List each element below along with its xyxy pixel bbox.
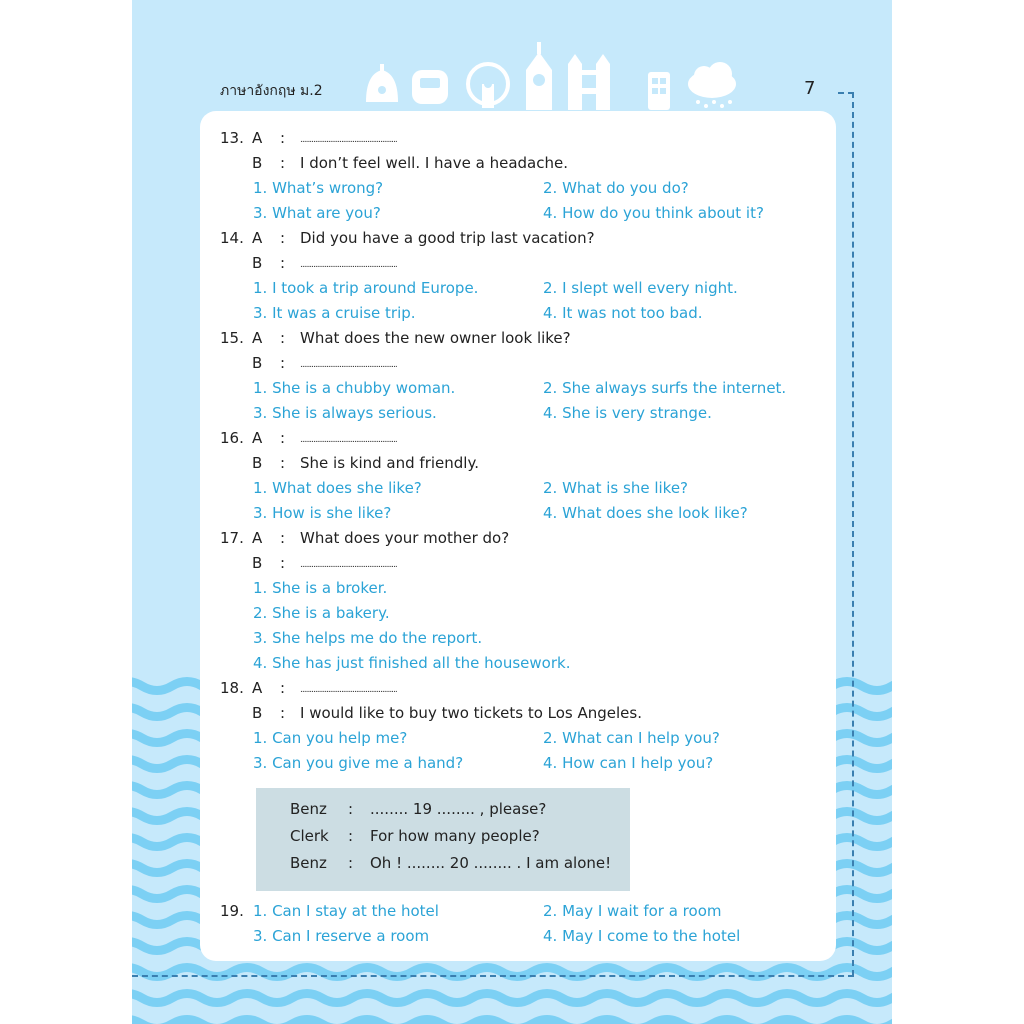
answer-option[interactable]: 3. She helps me do the report. <box>253 629 483 647</box>
speaker-a-label: A <box>252 429 263 447</box>
city-skyline-illustration <box>360 40 740 112</box>
question-number: 18. <box>220 679 244 697</box>
speaker-a-label: A <box>252 529 263 547</box>
colon: : <box>280 254 286 272</box>
colon: : <box>280 454 286 472</box>
speaker-a-label: A <box>252 329 263 347</box>
answer-option[interactable]: 1. What does she like? <box>253 479 422 497</box>
dashed-border-bottom <box>132 975 854 977</box>
answer-option[interactable]: 1. Can you help me? <box>253 729 408 747</box>
answer-option[interactable]: 1. What’s wrong? <box>253 179 384 197</box>
answer-option[interactable]: 3. Can I reserve a room <box>253 927 430 945</box>
answer-option[interactable]: 2. I slept well every night. <box>543 279 738 297</box>
speaker-b-label: B <box>252 704 263 722</box>
colon: : <box>280 229 286 247</box>
answer-option[interactable]: 2. She is a bakery. <box>253 604 390 622</box>
dialog-speaker: Benz <box>290 800 327 818</box>
speaker-b-label: B <box>252 454 263 472</box>
dashed-border-right <box>852 92 854 976</box>
speaker-a-label: A <box>252 129 263 147</box>
answer-blank[interactable]: .................................................... <box>300 135 397 145</box>
speaker-b-line: She is kind and friendly. <box>300 454 479 472</box>
speaker-a-line: Did you have a good trip last vacation? <box>300 229 595 247</box>
dialog-colon: : <box>348 800 354 818</box>
speaker-a-line: What does the new owner look like? <box>300 329 571 347</box>
answer-option[interactable]: 3. What are you? <box>253 204 381 222</box>
dialog-speaker: Clerk <box>290 827 329 845</box>
colon: : <box>280 354 286 372</box>
answer-option[interactable]: 1. I took a trip around Europe. <box>253 279 479 297</box>
answer-option[interactable]: 3. She is always serious. <box>253 404 437 422</box>
speaker-b-label: B <box>252 154 263 172</box>
answer-blank[interactable]: .................................................... <box>300 360 397 370</box>
answer-option[interactable]: 4. How do you think about it? <box>543 204 764 222</box>
subject-header: ภาษาอังกฤษ ม.2 <box>220 83 323 99</box>
answer-option[interactable]: 2. What do you do? <box>543 179 689 197</box>
speaker-a-label: A <box>252 679 263 697</box>
answer-option[interactable]: 3. How is she like? <box>253 504 392 522</box>
question-number: 14. <box>220 229 244 247</box>
colon: : <box>280 429 286 447</box>
colon: : <box>280 704 286 722</box>
speaker-b-label: B <box>252 254 263 272</box>
answer-option[interactable]: 3. Can you give me a hand? <box>253 754 464 772</box>
dialog-box <box>256 788 630 891</box>
answer-option[interactable]: 1. She is a broker. <box>253 579 388 597</box>
answer-option[interactable]: 4. She has just finished all the housework. <box>253 654 571 672</box>
dialog-speaker: Benz <box>290 854 327 872</box>
answer-option[interactable]: 4. How can I help you? <box>543 754 714 772</box>
colon: : <box>280 529 286 547</box>
dialog-colon: : <box>348 827 354 845</box>
wave-line <box>132 994 892 1003</box>
answer-option[interactable]: 2. May I wait for a room <box>543 902 722 920</box>
answer-option[interactable]: 4. It was not too bad. <box>543 304 703 322</box>
speaker-b-label: B <box>252 354 263 372</box>
answer-blank[interactable]: .................................................... <box>300 685 397 695</box>
answer-option[interactable]: 2. What can I help you? <box>543 729 720 747</box>
answer-option[interactable]: 3. It was a cruise trip. <box>253 304 416 322</box>
answer-option[interactable]: 4. May I come to the hotel <box>543 927 741 945</box>
speaker-b-line: I would like to buy two tickets to Los Angeles. <box>300 704 642 722</box>
answer-option[interactable]: 4. She is very strange. <box>543 404 712 422</box>
answer-blank[interactable]: .................................................... <box>300 435 397 445</box>
colon: : <box>280 554 286 572</box>
dialog-line: For how many people? <box>370 827 540 845</box>
colon: : <box>280 679 286 697</box>
speaker-b-line: I don’t feel well. I have a headache. <box>300 154 568 172</box>
page-number: 7 <box>804 78 816 99</box>
colon: : <box>280 154 286 172</box>
answer-option[interactable]: 2. What is she like? <box>543 479 689 497</box>
wave-line <box>132 1020 892 1024</box>
question-number: 19. <box>220 902 244 920</box>
answer-option[interactable]: 4. What does she look like? <box>543 504 748 522</box>
speaker-b-label: B <box>252 554 263 572</box>
dialog-colon: : <box>348 854 354 872</box>
colon: : <box>280 329 286 347</box>
question-number: 16. <box>220 429 244 447</box>
speaker-a-line: What does your mother do? <box>300 529 510 547</box>
speaker-a-label: A <box>252 229 263 247</box>
answer-option[interactable]: 1. She is a chubby woman. <box>253 379 456 397</box>
dialog-line: ........ 19 ........ , please? <box>370 800 547 818</box>
colon: : <box>280 129 286 147</box>
question-number: 17. <box>220 529 244 547</box>
answer-option[interactable]: 2. She always surfs the internet. <box>543 379 787 397</box>
answer-blank[interactable]: .................................................... <box>300 260 397 270</box>
dialog-line: Oh ! ........ 20 ........ . I am alone! <box>370 854 612 872</box>
question-number: 15. <box>220 329 244 347</box>
question-number: 13. <box>220 129 244 147</box>
answer-blank[interactable]: .................................................... <box>300 560 397 570</box>
answer-option[interactable]: 1. Can I stay at the hotel <box>253 902 439 920</box>
